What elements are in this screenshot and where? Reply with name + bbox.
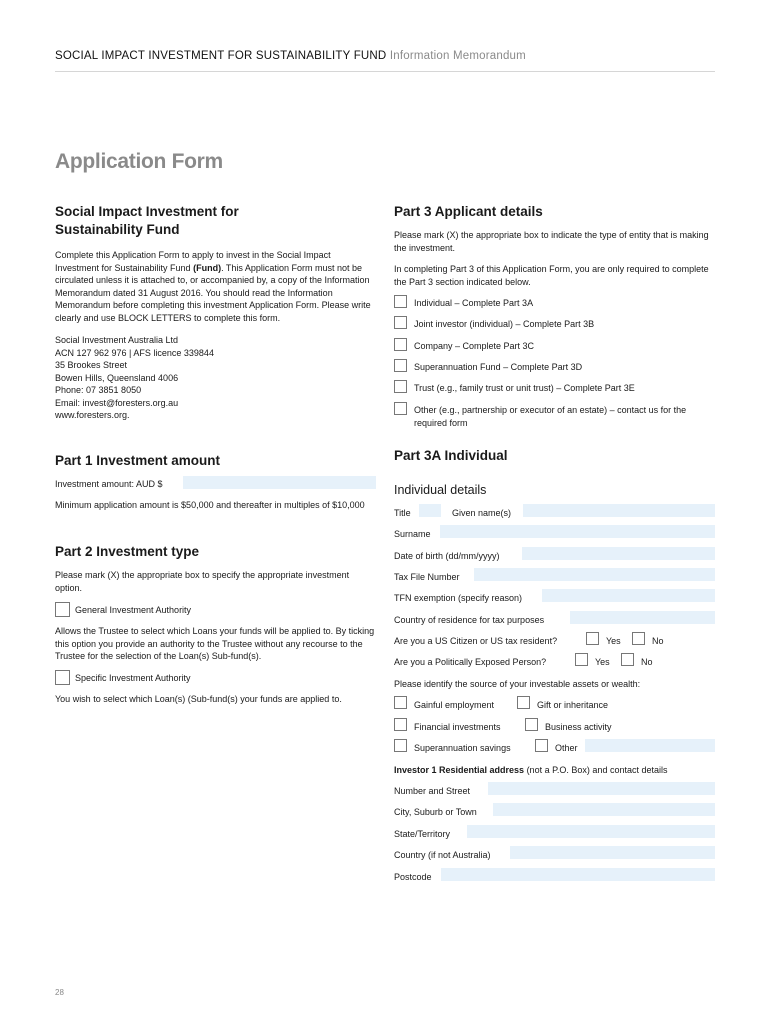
pep-question: Are you a Politically Exposed Person? xyxy=(394,657,547,667)
tfn-exemption-label: TFN exemption (specify reason) xyxy=(394,593,523,603)
country-label: Country (if not Australia) xyxy=(394,850,491,860)
postcode-input[interactable] xyxy=(441,868,715,881)
city-input[interactable] xyxy=(493,803,715,816)
source-super-label: Superannuation savings xyxy=(414,743,511,753)
title-input[interactable] xyxy=(419,504,441,517)
dob-label: Date of birth (dd/mm/yyyy) xyxy=(394,551,500,561)
general-authority-checkbox[interactable] xyxy=(55,602,70,617)
header-title: SOCIAL IMPACT INVESTMENT FOR SUSTAINABILITY FUND xyxy=(55,50,387,62)
source-gainful-checkbox[interactable] xyxy=(394,696,407,709)
source-financial-label: Financial investments xyxy=(414,722,501,732)
part2-heading: Part 2 Investment type xyxy=(55,544,200,559)
page-title: Application Form xyxy=(55,150,223,173)
pep-yes-label: Yes xyxy=(595,657,610,667)
surname-label: Surname xyxy=(394,529,431,539)
source-gift-checkbox[interactable] xyxy=(517,696,530,709)
entity-individual-checkbox[interactable] xyxy=(394,295,407,308)
entity-trust-label: Trust (e.g., family trust or unit trust) – Complete Part 3E xyxy=(414,383,635,393)
us-citizen-yes-label: Yes xyxy=(606,636,621,646)
part1-heading: Part 1 Investment amount xyxy=(55,453,221,468)
entity-joint-label: Joint investor (individual) – Complete Part 3B xyxy=(414,319,595,329)
residential-address-heading xyxy=(394,764,667,776)
given-names-input[interactable] xyxy=(523,504,715,517)
state-label: State/Territory xyxy=(394,829,451,839)
tfn-exemption-input[interactable] xyxy=(542,589,715,602)
pep-yes-checkbox[interactable] xyxy=(575,653,588,666)
address-line: 35 Brookes Street xyxy=(55,360,128,370)
entity-other-label: Other (e.g., partnership or executor of an estate) – contact us for the required form xyxy=(414,405,687,428)
us-citizen-no-label: No xyxy=(652,636,664,646)
page-number: 28 xyxy=(55,988,64,997)
part3a-heading: Part 3A Individual xyxy=(394,448,508,463)
entity-company-label: Company – Complete Part 3C xyxy=(414,341,535,351)
source-business-checkbox[interactable] xyxy=(525,718,538,731)
address-line: Phone: 07 3851 8050 xyxy=(55,385,142,395)
wealth-source-question: Please identify the source of your investable assets or wealth: xyxy=(394,679,641,689)
pep-no-label: No xyxy=(641,657,653,667)
tfn-label: Tax File Number xyxy=(394,572,460,582)
intro-para-bold: (Fund) xyxy=(193,262,222,273)
state-input[interactable] xyxy=(467,825,715,838)
residential-address-heading-rest: (not a P.O. Box) and contact details xyxy=(524,765,668,775)
entity-super-checkbox[interactable] xyxy=(394,359,407,372)
left-column xyxy=(55,203,377,422)
source-gift-label: Gift or inheritance xyxy=(537,700,609,710)
us-citizen-yes-checkbox[interactable] xyxy=(586,632,599,645)
address-line: Bowen Hills, Queensland 4006 xyxy=(55,372,179,383)
specific-authority-checkbox[interactable] xyxy=(55,670,70,685)
intro-paragraph xyxy=(55,249,377,324)
header-subtitle: Information Memorandum xyxy=(389,50,526,62)
intro-para-after: . This Application Form must not be circulated unless it is attached to, or accompanied by, a copy of the Information Memorandum dated 31 August 2016. You should read the Information Memorandum before completing this investment Application Form. Please write clearly and use BLOCK LETTERS to complete this form. xyxy=(55,262,371,323)
street-input[interactable] xyxy=(488,782,715,795)
entity-super-label: Superannuation Fund – Complete Part 3D xyxy=(414,362,583,372)
entity-individual-label: Individual – Complete Part 3A xyxy=(414,298,534,308)
part3-instruction-1: Please mark (X) the appropriate box to indicate the type of entity that is making the investment. xyxy=(394,230,709,253)
address-line[interactable]: Email: invest@foresters.org.au xyxy=(55,397,179,408)
entity-joint-checkbox[interactable] xyxy=(394,316,407,329)
source-other-input[interactable] xyxy=(585,739,715,752)
given-names-label: Given name(s) xyxy=(452,508,512,518)
source-business-label: Business activity xyxy=(545,722,612,732)
contact-address xyxy=(55,334,377,422)
source-financial-checkbox[interactable] xyxy=(394,718,407,731)
intro-heading-line2: Sustainability Fund xyxy=(55,222,180,237)
general-authority-label: General Investment Authority xyxy=(75,605,192,615)
tfn-input[interactable] xyxy=(474,568,715,581)
us-citizen-no-checkbox[interactable] xyxy=(632,632,645,645)
address-line[interactable]: www.foresters.org. xyxy=(55,410,130,420)
investment-amount-label: Investment amount: AUD $ xyxy=(55,479,163,489)
street-label: Number and Street xyxy=(394,786,471,796)
running-header xyxy=(55,50,526,62)
entity-company-checkbox[interactable] xyxy=(394,338,407,351)
investment-amount-input[interactable] xyxy=(183,476,376,489)
pep-no-checkbox[interactable] xyxy=(621,653,634,666)
intro-heading-line1: Social Impact Investment for xyxy=(55,204,239,219)
source-other-checkbox[interactable] xyxy=(535,739,548,752)
intro-heading xyxy=(55,203,377,239)
specific-authority-description: You wish to select which Loan(s) (Sub-fund(s) your funds are applied to. xyxy=(55,694,342,704)
dob-input[interactable] xyxy=(522,547,715,560)
title-label: Title xyxy=(394,508,411,518)
address-line: ACN 127 962 976 | AFS licence 339844 xyxy=(55,347,214,358)
entity-other-checkbox[interactable] xyxy=(394,402,407,415)
surname-input[interactable] xyxy=(440,525,715,538)
source-super-checkbox[interactable] xyxy=(394,739,407,752)
header-divider xyxy=(55,71,715,72)
minimum-amount-note: Minimum application amount is $50,000 and thereafter in multiples of $10,000 xyxy=(55,500,365,510)
tax-residence-input[interactable] xyxy=(570,611,715,624)
intro-para-before: Complete this Application Form to apply to invest in the Social Impact Investment for Sustainability Fund xyxy=(55,250,331,273)
postcode-label: Postcode xyxy=(394,872,432,882)
part3-heading: Part 3 Applicant details xyxy=(394,204,543,219)
entity-trust-checkbox[interactable] xyxy=(394,380,407,393)
country-input[interactable] xyxy=(510,846,715,859)
specific-authority-label: Specific Investment Authority xyxy=(75,673,191,683)
residential-address-heading-bold: Investor 1 Residential address xyxy=(394,765,525,775)
part3-instruction-2: In completing Part 3 of this Application Form, you are only required to complete the Part 3 section indicated below. xyxy=(394,264,709,287)
us-citizen-question: Are you a US Citizen or US tax resident? xyxy=(394,636,558,646)
address-line: Social Investment Australia Ltd xyxy=(55,335,179,345)
source-gainful-label: Gainful employment xyxy=(414,700,495,710)
part2-instruction: Please mark (X) the appropriate box to specify the appropriate investment option. xyxy=(55,570,350,593)
city-label: City, Suburb or Town xyxy=(394,807,477,817)
tax-residence-label: Country of residence for tax purposes xyxy=(394,615,545,625)
general-authority-description: Allows the Trustee to select which Loans your funds will be applied to. By ticking this option you provide an authority to the Trustee without any recourse to the Trustee for the selection of the Loan(s) Sub-fund(s). xyxy=(55,626,375,661)
individual-details-heading: Individual details xyxy=(394,483,487,497)
source-other-label: Other xyxy=(555,743,578,753)
